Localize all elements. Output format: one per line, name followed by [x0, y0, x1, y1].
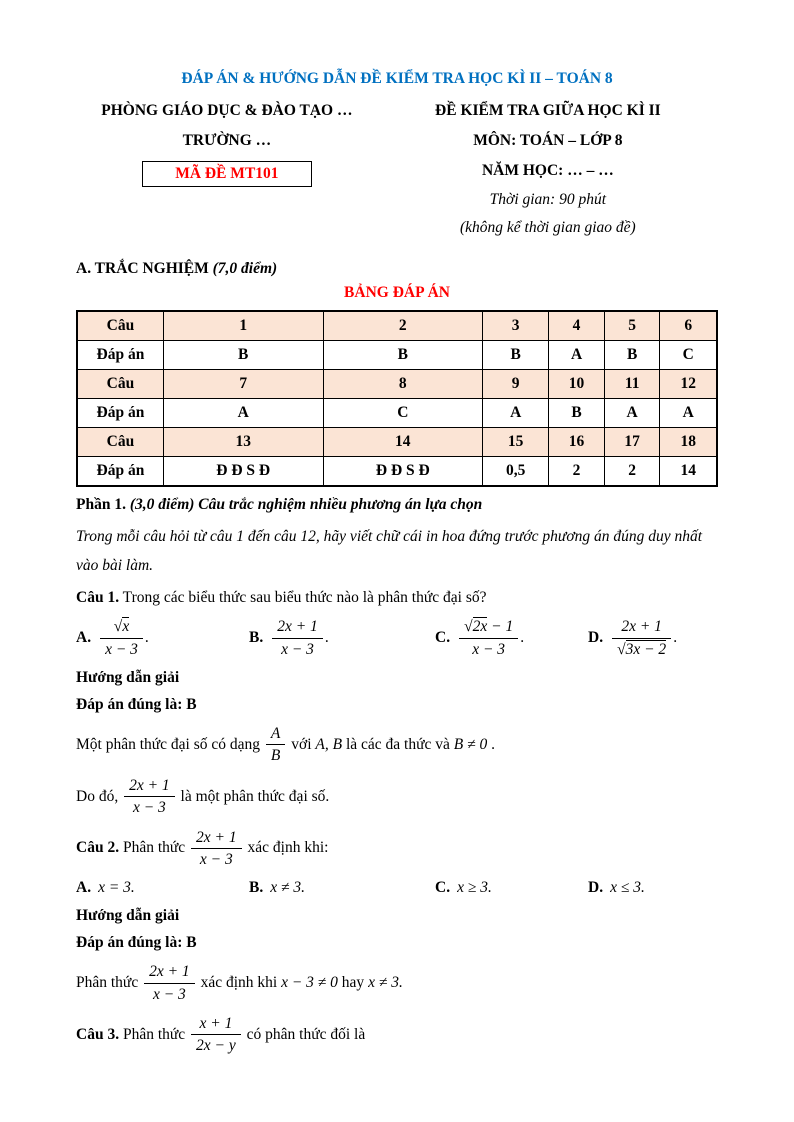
table-cell: C [323, 399, 483, 428]
table-cell: 1 [163, 311, 323, 341]
table-cell: Đ Đ S Đ [163, 457, 323, 487]
table-row-questions-13-18 [77, 428, 717, 457]
option-b-label: B. [249, 879, 264, 897]
question-2-options [76, 879, 718, 897]
fraction: $\frac{2x + 1}{x - 3}$ [142, 962, 197, 1004]
table-cell: C [660, 341, 717, 370]
question-1-label: Câu 1. [76, 589, 120, 607]
row-header: Câu [77, 370, 163, 399]
question-1-text: Trong các biểu thức sau biểu thức nào là phân thức đại số? [119, 589, 487, 607]
table-cell: 14 [323, 428, 483, 457]
table-cell: 17 [604, 428, 660, 457]
row-header: Đáp án [77, 399, 163, 428]
table-row-questions-7-12 [77, 370, 717, 399]
question-1 [76, 589, 718, 607]
table-cell: 12 [660, 370, 717, 399]
table-cell: 9 [483, 370, 549, 399]
fraction: $\frac{2x + 1}{x - 3}$ [270, 617, 325, 659]
section-a-label: A. TRẮC NGHIỆM [76, 260, 213, 277]
table-cell: 0,5 [483, 457, 549, 487]
table-cell: A [604, 399, 660, 428]
option-a [76, 617, 249, 659]
option-c-label: C. [435, 629, 451, 647]
option-b [249, 617, 435, 659]
table-cell: B [323, 341, 483, 370]
answer-table-title: BẢNG ĐÁP ÁN [344, 284, 450, 301]
table-cell: A [660, 399, 717, 428]
table-cell: 8 [323, 370, 483, 399]
fraction: $\frac{2x + 1}{x - 3}$ [189, 828, 244, 870]
part1-label: Phần 1. [76, 496, 130, 513]
option-c-label: C. [435, 879, 451, 897]
option-a-label: A. [76, 879, 92, 897]
question-3-label: Câu 3. [76, 1025, 120, 1043]
table-cell: 3 [483, 311, 549, 341]
fraction: $\frac{√2x - 1}{x - 3}$ [457, 617, 520, 659]
exam-code: MÃ ĐỀ MT101 [175, 165, 279, 182]
table-cell: A [483, 399, 549, 428]
correct-answer-line: Đáp án đúng là: B [76, 696, 197, 714]
solution-guide-heading: Hướng dẫn giải [76, 669, 180, 687]
table-row-questions-1-6 [77, 311, 717, 341]
table-cell: 2 [549, 457, 605, 487]
table-row-answers-1-6 [77, 341, 717, 370]
header-right-column [378, 96, 718, 242]
row-header: Đáp án [77, 341, 163, 370]
document-header [76, 96, 718, 242]
table-cell: A [549, 341, 605, 370]
q1-explanation-2: Do đó, $\frac{2x + 1}{x - 3}$ là một phân thức đại số. [76, 776, 330, 817]
question-2: Câu 2. Phân thức $\frac{2x + 1}{x - 3}$ xác định khi: [76, 828, 329, 868]
exam-duration: Thời gian: 90 phút [489, 191, 607, 208]
question-2-label: Câu 2. [76, 839, 120, 857]
sqrt-icon: √ [113, 618, 123, 636]
department-name: PHÒNG GIÁO DỤC & ĐÀO TẠO … [101, 102, 353, 119]
option-d [588, 617, 718, 659]
table-cell: 10 [549, 370, 605, 399]
question-3: Câu 3. Phân thức $\frac{x + 1}{2x - y}$ có phân thức đối là [76, 1015, 366, 1055]
table-cell: 7 [163, 370, 323, 399]
option-c: C. x ≥ 3. [435, 879, 492, 897]
exam-duration-note: (không kể thời gian giao đề) [460, 219, 636, 236]
table-cell: 2 [323, 311, 483, 341]
table-cell: 13 [163, 428, 323, 457]
exam-title: ĐỀ KIỂM TRA GIỮA HỌC KÌ II [435, 102, 661, 119]
q2-explanation: Phân thức $\frac{2x + 1}{x - 3}$ xác định khi x − 3 ≠ 0 hay x ≠ 3. [76, 963, 403, 1003]
correct-answer-line: Đáp án đúng là: B [76, 934, 197, 952]
page-title: ĐÁP ÁN & HƯỚNG DẪN ĐỀ KIỂM TRA HỌC KÌ II – TOÁN 8 [181, 70, 613, 87]
fraction: $\frac{x + 1}{2x - y}$ [189, 1014, 243, 1056]
option-a-label: A. [76, 629, 92, 647]
table-cell: A [163, 399, 323, 428]
option-d-label: D. [588, 879, 604, 897]
table-cell: 16 [549, 428, 605, 457]
fraction: $\frac{2x + 1}{x - 3}$ [122, 776, 177, 818]
answer-table [76, 310, 718, 487]
option-b-label: B. [249, 629, 264, 647]
table-cell: 4 [549, 311, 605, 341]
option-d: D. x ≤ 3. [588, 879, 645, 897]
option-d-label: D. [588, 629, 604, 647]
question-1-options [76, 617, 718, 659]
fraction: $\frac{2x + 1}{√3x - 2}$ [610, 617, 673, 659]
row-header: Đáp án [77, 457, 163, 487]
exam-year: NĂM HỌC: … – … [481, 162, 614, 179]
table-cell: 14 [660, 457, 717, 487]
option-suffix: . [673, 629, 678, 647]
table-cell: 5 [604, 311, 660, 341]
option-a: A. x = 3. [76, 879, 135, 897]
fraction: $\frac{A}{B}$ [264, 724, 287, 766]
table-cell: B [483, 341, 549, 370]
school-name: TRƯỜNG … [182, 132, 272, 149]
table-cell: 2 [604, 457, 660, 487]
table-cell: B [549, 399, 605, 428]
exam-code-box [142, 161, 311, 187]
option-suffix: . [144, 629, 149, 647]
q1-explanation-1: Một phân thức đại số có dạng $\frac{A}{B}$ với A, B là các đa thức và B ≠ 0 . [76, 725, 495, 765]
table-cell: B [604, 341, 660, 370]
table-row-answers-7-12 [77, 399, 717, 428]
fraction: $\frac{√x}{x - 3}$ [98, 617, 145, 659]
table-cell: 6 [660, 311, 717, 341]
section-a-heading [76, 260, 718, 278]
option-c [435, 617, 588, 659]
table-row-answers-13-18 [77, 457, 717, 487]
part1-heading [76, 496, 718, 514]
row-header: Câu [77, 311, 163, 341]
row-header: Câu [77, 428, 163, 457]
option-b: B. x ≠ 3. [249, 879, 305, 897]
table-cell: 18 [660, 428, 717, 457]
part1-instruction: Trong mỗi câu hỏi từ câu 1 đến câu 12, hãy viết chữ cái in hoa đứng trước phương án đúng duy nhất vào bài làm. [76, 528, 703, 574]
part1-title: (3,0 điểm) Câu trắc nghiệm nhiều phương án lựa chọn [129, 496, 483, 513]
option-suffix: . [520, 629, 525, 647]
table-cell: Đ Đ S Đ [323, 457, 483, 487]
table-cell: B [163, 341, 323, 370]
section-a-points: (7,0 điểm) [212, 260, 278, 277]
table-cell: 11 [604, 370, 660, 399]
header-left-column [76, 96, 378, 242]
sqrt-icon: √ [464, 618, 473, 636]
sqrt-icon: √ [617, 640, 626, 658]
exam-subject: MÔN: TOÁN – LỚP 8 [473, 132, 623, 149]
solution-guide-heading: Hướng dẫn giải [76, 907, 180, 925]
option-suffix: . [324, 629, 329, 647]
table-cell: 15 [483, 428, 549, 457]
